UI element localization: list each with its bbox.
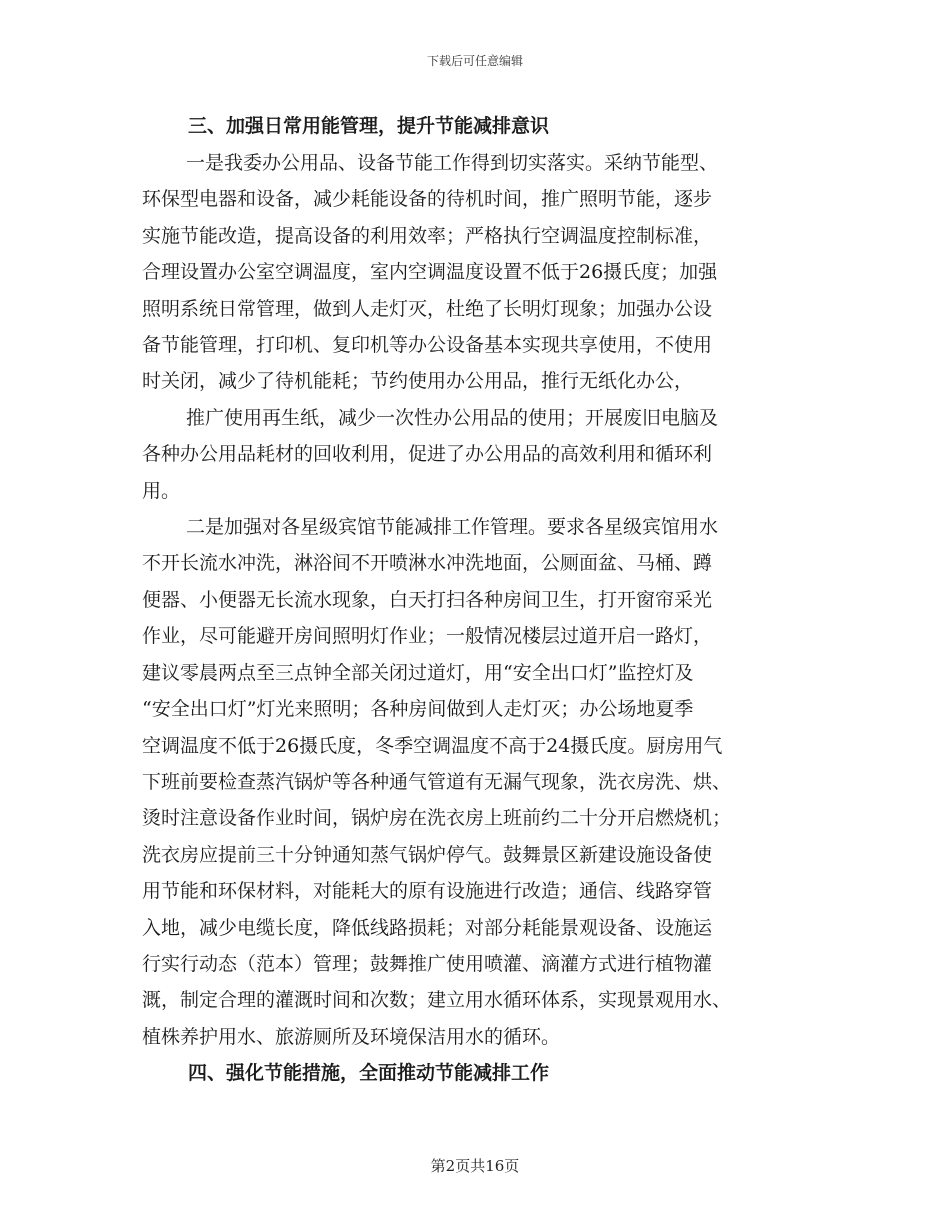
text-line: 便器、小便器无长流水现象，白天打扫各种房间卫生，打开窗帘采光: [142, 588, 713, 611]
text-line: 环保型电器和设备，减少耗能设备的待机时间，推广照明节能，逐步: [142, 188, 713, 211]
text-line: 备节能管理，打印机、复印机等办公设备基本实现共享使用，不使用: [142, 334, 713, 357]
text-line: 时关闭，减少了待机能耗；节约使用办公用品，推行无纸化办公，: [142, 370, 694, 393]
text-line: 溉，制定合理的灌溉时间和次数；建立用水循环体系，实现景观用水、: [142, 989, 732, 1012]
text-line: 下班前要检查蒸汽锅炉等各种通气管道有无漏气现象，洗衣房洗、烘、: [142, 770, 732, 793]
text-line: 建议零晨两点至三点钟全部关闭过道灯，用“安全出口灯”监控灯及: [142, 661, 694, 684]
text-line: “安全出口灯”灯光来照明；各种房间做到人走灯灭；办公场地夏季: [142, 698, 694, 721]
text-line: 推广使用再生纸，减少一次性办公用品的使用；开展废旧电脑及: [186, 406, 719, 429]
text-line: 实施节能改造，提高设备的利用效率；严格执行空调温度控制标准，: [142, 224, 713, 247]
text-line: 行实行动态（范本）管理；鼓舞推广使用喷灌、滴灌方式进行植物灌: [142, 952, 713, 975]
text-line: 烫时注意设备作业时间，锅炉房在洗衣房上班前约二十分开启燃烧机；: [142, 807, 732, 830]
text-line: 二是加强对各星级宾馆节能减排工作管理。要求各星级宾馆用水: [186, 516, 719, 539]
text-line: 照明系统日常管理，做到人走灯灭，杜绝了长明灯现象；加强办公设: [142, 297, 713, 320]
text-line: 植株养护用水、旅游厕所及环境保洁用水的循环。: [142, 1025, 561, 1048]
section-4-heading: 四、强化节能措施，全面推动节能减排工作: [188, 1062, 550, 1085]
page-footer: 第2页共16页: [430, 1157, 520, 1175]
paragraph-2: [142, 400, 832, 509]
text-line: 空调温度不低于26摄氏度，冬季空调温度不高于24摄氏度。厨房用气: [142, 734, 723, 757]
document-body: [142, 108, 832, 1092]
text-line: 各种办公用品耗材的回收利用，促进了办公用品的高效利用和循环利: [142, 443, 713, 466]
text-line: 用节能和环保材料，对能耗大的原有设施进行改造；通信、线路穿管: [142, 880, 713, 903]
text-line: 合理设置办公室空调温度，室内空调温度设置不低于26摄氏度；加强: [142, 261, 718, 284]
text-line: 作业，尽可能避开房间照明灯作业；一般情况楼层过道开启一路灯，: [142, 625, 713, 648]
section-3-heading: 三、加强日常用能管理，提升节能减排意识: [188, 115, 550, 137]
text-line: 洗衣房应提前三十分钟通知蒸气锅炉停气。鼓舞景区新建设施设备使: [142, 843, 713, 866]
paragraph-1: [142, 145, 832, 400]
page-header: 下载后可任意编辑: [426, 54, 523, 68]
paragraph-3: [142, 509, 832, 1055]
text-line: 一是我委办公用品、设备节能工作得到切实落实。采纳节能型、: [186, 152, 719, 174]
text-line: 入地，减少电缆长度，降低线路损耗；对部分耗能景观设备、设施运: [142, 916, 713, 939]
text-line: 不开长流水冲洗，淋浴间不开喷淋水冲洗地面，公厕面盆、马桶、蹲: [142, 552, 713, 575]
text-line: 用。: [142, 479, 181, 502]
